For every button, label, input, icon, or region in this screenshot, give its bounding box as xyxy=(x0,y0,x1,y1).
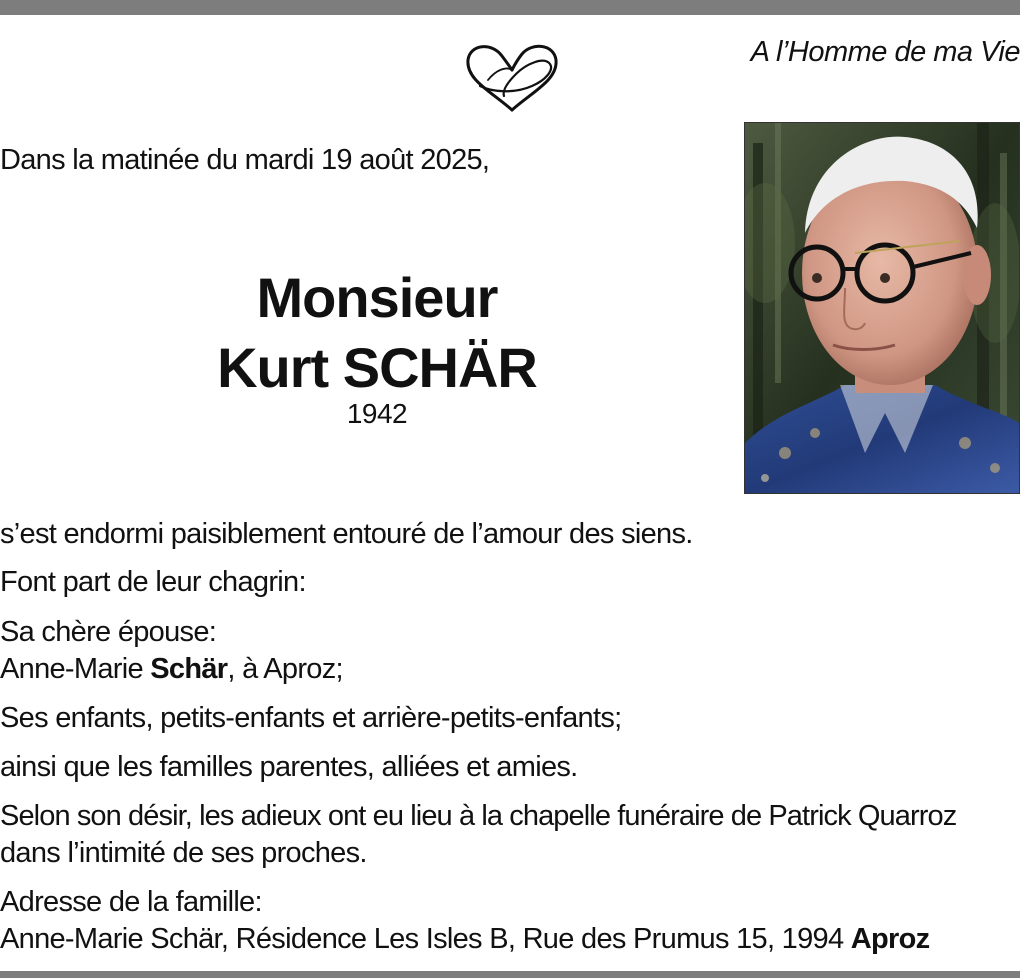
farewell-text-1: Selon son désir, les adieux ont eu lieu à la chapelle funéraire de Patrick Quarroz xyxy=(0,800,957,832)
address-label: Adresse de la famille: xyxy=(0,886,262,918)
dedication: A l’Homme de ma Vie xyxy=(750,36,1020,68)
passed-away-text: s’est endormi paisiblement entouré de l’amour des siens. xyxy=(0,518,693,550)
address-line xyxy=(0,921,929,957)
deceased-name: Kurt SCHÄR xyxy=(217,336,537,399)
bottom-rule xyxy=(0,971,1020,978)
farewell-text-2: dans l’intimité de ses proches. xyxy=(0,837,367,869)
portrait-photo xyxy=(744,122,1020,494)
spouse-first-name: Anne-Marie xyxy=(0,653,151,685)
deceased-title: Monsieur xyxy=(256,266,498,329)
spouse-place: , à Aproz; xyxy=(227,653,343,685)
spouse-label: Sa chère épouse: xyxy=(0,616,217,648)
top-rule xyxy=(0,0,1020,15)
heart-icon xyxy=(462,40,562,114)
intro-text: Dans la matinée du mardi 19 août 2025, xyxy=(0,144,490,176)
announcement-text: Font part de leur chagrin: xyxy=(0,566,306,598)
address-text: Anne-Marie Schär, Résidence Les Isles B, Rue des Prumus 15, 1994 xyxy=(0,923,851,955)
families-text: ainsi que les familles parentes, alliées et amies. xyxy=(0,751,578,783)
children-text: Ses enfants, petits-enfants et arrière-petits-enfants; xyxy=(0,702,622,734)
address-town: Aproz xyxy=(850,923,930,955)
spouse-last-name: Schär xyxy=(150,653,228,685)
spouse-line xyxy=(0,651,343,687)
birth-year: 1942 xyxy=(346,398,408,429)
